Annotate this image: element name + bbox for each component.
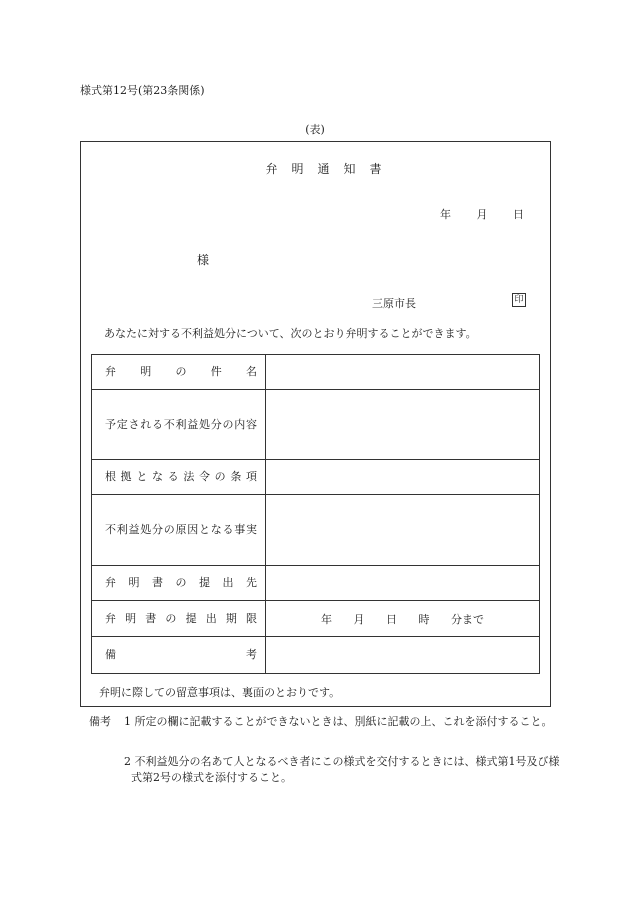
table-row	[92, 355, 540, 390]
row-value-field[interactable]	[266, 495, 540, 566]
row-value-field[interactable]	[266, 566, 540, 601]
row-label: 不利益処分の原因となる事実	[92, 495, 266, 566]
side-label: (表)	[305, 123, 325, 136]
addressee-honorific: 様	[197, 253, 210, 267]
table-row	[92, 460, 540, 495]
intro-text: あなたに対する不利益処分について、次のとおり弁明することができます。	[104, 327, 477, 340]
row-label: 弁明書の提出期限	[92, 601, 266, 637]
form-reference: 様式第12号(第23条関係)	[80, 84, 205, 97]
row-label: 予定される不利益処分の内容	[92, 390, 266, 460]
row-value-field[interactable]	[266, 390, 540, 460]
remark-item: 2 不利益処分の名あて人となるべき者にこの様式を交付するときには、様式第1号及び様式第2号の様式を添付すること。	[124, 755, 560, 784]
row-label: 弁明書の提出先	[92, 566, 266, 601]
deadline-field[interactable]: 年 月 日 時 分まで	[266, 601, 540, 637]
seal-mark: 印	[512, 293, 526, 307]
remark-item: 1 所定の欄に記載することができないときは、別紙に記載の上、これを添付すること。	[124, 715, 553, 728]
remarks-heading: 備考	[89, 715, 111, 728]
notice-frame	[80, 141, 551, 707]
row-label: 根拠となる法令の条項	[92, 460, 266, 495]
remarks-field[interactable]	[266, 637, 540, 674]
row-value-field[interactable]	[266, 355, 540, 390]
date-line: 年 月 日	[440, 208, 524, 221]
document-title: 弁明通知書	[265, 162, 396, 176]
row-label: 弁明の件名	[92, 355, 266, 390]
table-row	[92, 566, 540, 601]
table-row	[92, 601, 540, 637]
table-row	[92, 495, 540, 566]
table-row	[92, 390, 540, 460]
issuer-name: 三原市長	[372, 297, 416, 310]
row-label: 備考	[92, 637, 266, 674]
notice-items-table	[91, 354, 540, 674]
table-row	[92, 637, 540, 674]
row-value-field[interactable]	[266, 460, 540, 495]
footnote-text: 弁明に際しての留意事項は、裏面のとおりです。	[99, 686, 341, 699]
